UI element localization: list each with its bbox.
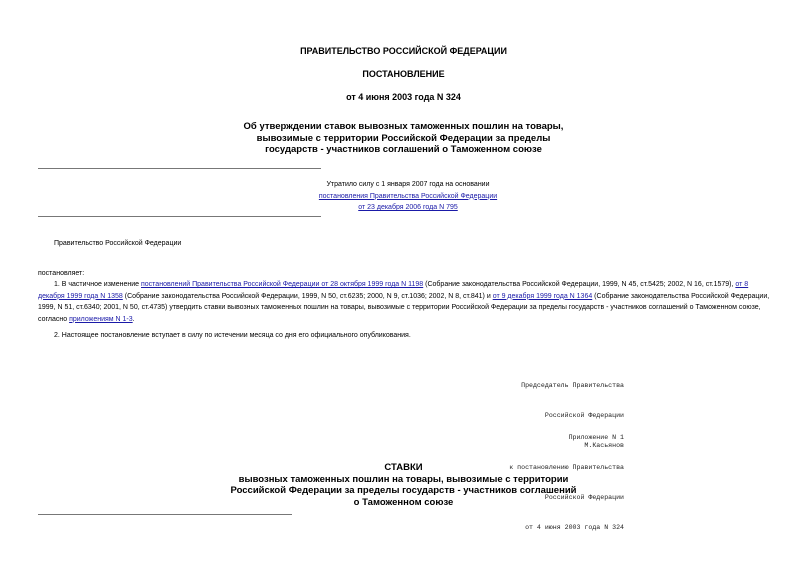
appendix-line-1: Приложение N 1 — [568, 434, 624, 441]
government-heading: ПРАВИТЕЛЬСТВО РОССИЙСКОЙ ФЕДЕРАЦИИ — [300, 46, 507, 56]
signature-line-1: Председатель Правительства — [521, 382, 624, 389]
appendix-line-2: к постановлению Правительства — [509, 464, 624, 471]
divider-bottom — [38, 216, 321, 217]
p1-text-5: . — [132, 315, 135, 323]
issuer-text: Правительство Российской Федерации — [54, 240, 182, 247]
status-note-link-date[interactable]: от 23 декабря 2006 года N 795 — [358, 204, 458, 211]
document-title — [0, 121, 807, 156]
link-appendices[interactable]: приложениям N 1-3 — [69, 315, 133, 323]
title-line-2: вывозимые с территории Российской Федерации за пределы — [256, 132, 551, 144]
paragraph-1 — [38, 279, 770, 325]
decrees-text: постановляет: — [38, 270, 85, 277]
link-decree-1358[interactable]: от 8 декабря 1999 года N 1358 — [38, 281, 749, 300]
p1-text-2: (Собрание законодательства Российской Федерации, 1999, N 45, ст.5425; 2002, N 16, ст.1579), — [423, 281, 736, 288]
p1-text-1: 1. В частичное изменение — [54, 281, 141, 288]
status-note-text: Утратило силу с 1 января 2007 года на основании — [326, 181, 490, 188]
status-note-link-decree[interactable]: постановления Правительства Российской Федерации — [318, 192, 498, 200]
divider-top — [38, 168, 321, 169]
rates-title — [0, 462, 807, 508]
document-type: ПОСТАНОВЛЕНИЕ — [362, 69, 445, 79]
rates-title-line-1: СТАВКИ — [384, 462, 423, 473]
title-line-1: Об утверждении ставок вывозных таможенных пошлин на товары, — [243, 121, 564, 132]
appendix-line-4: от 4 июня 2003 года N 324 — [525, 524, 624, 531]
paragraph-2: 2. Настоящее постановление вступает в силу по истечении месяца со дня его официального опубликования. — [54, 332, 411, 339]
divider-rates — [38, 514, 292, 515]
appendix-line-3: Российской Федерации — [544, 494, 624, 501]
p1-text-3: (Собрание законодательства Российской Федерации, 1999, N 50, ст.6235; 2000, N 9, ст.1036; 2002, N 8, ст.841) и — [122, 292, 493, 300]
rates-title-line-4: о Таможенном союзе — [353, 496, 454, 508]
rates-title-line-3: Российской Федерации за пределы государств - участников соглашений — [230, 485, 577, 496]
title-line-3: государств - участников соглашений о Таможенном союзе — [265, 144, 542, 155]
signature-line-2: Российской Федерации — [544, 412, 624, 419]
link-decree-1364[interactable]: от 9 декабря 1999 года N 1364 — [492, 292, 593, 300]
signature-line-3: М.Касьянов — [584, 442, 624, 449]
status-note — [38, 179, 778, 214]
document-date-number: от 4 июня 2003 года N 324 — [346, 92, 461, 102]
link-decree-1198[interactable]: постановлений Правительства Российской Федерации от 28 октября 1999 года N 1198 — [141, 281, 424, 288]
rates-title-line-2: вывозных таможенных пошлин на товары, вывозимые с территории — [238, 473, 569, 485]
p1-text-4: (Собрание законодательства Российской Федерации, 1999, N 51, ст.6340; 2001, N 50, ст.4735) утвердить ставки вывозных таможенных пошлин на товары, вывозимые с территории Российской Федерации за пределы государств - участников соглашений о Таможенном союзе, согласно — [38, 292, 770, 323]
